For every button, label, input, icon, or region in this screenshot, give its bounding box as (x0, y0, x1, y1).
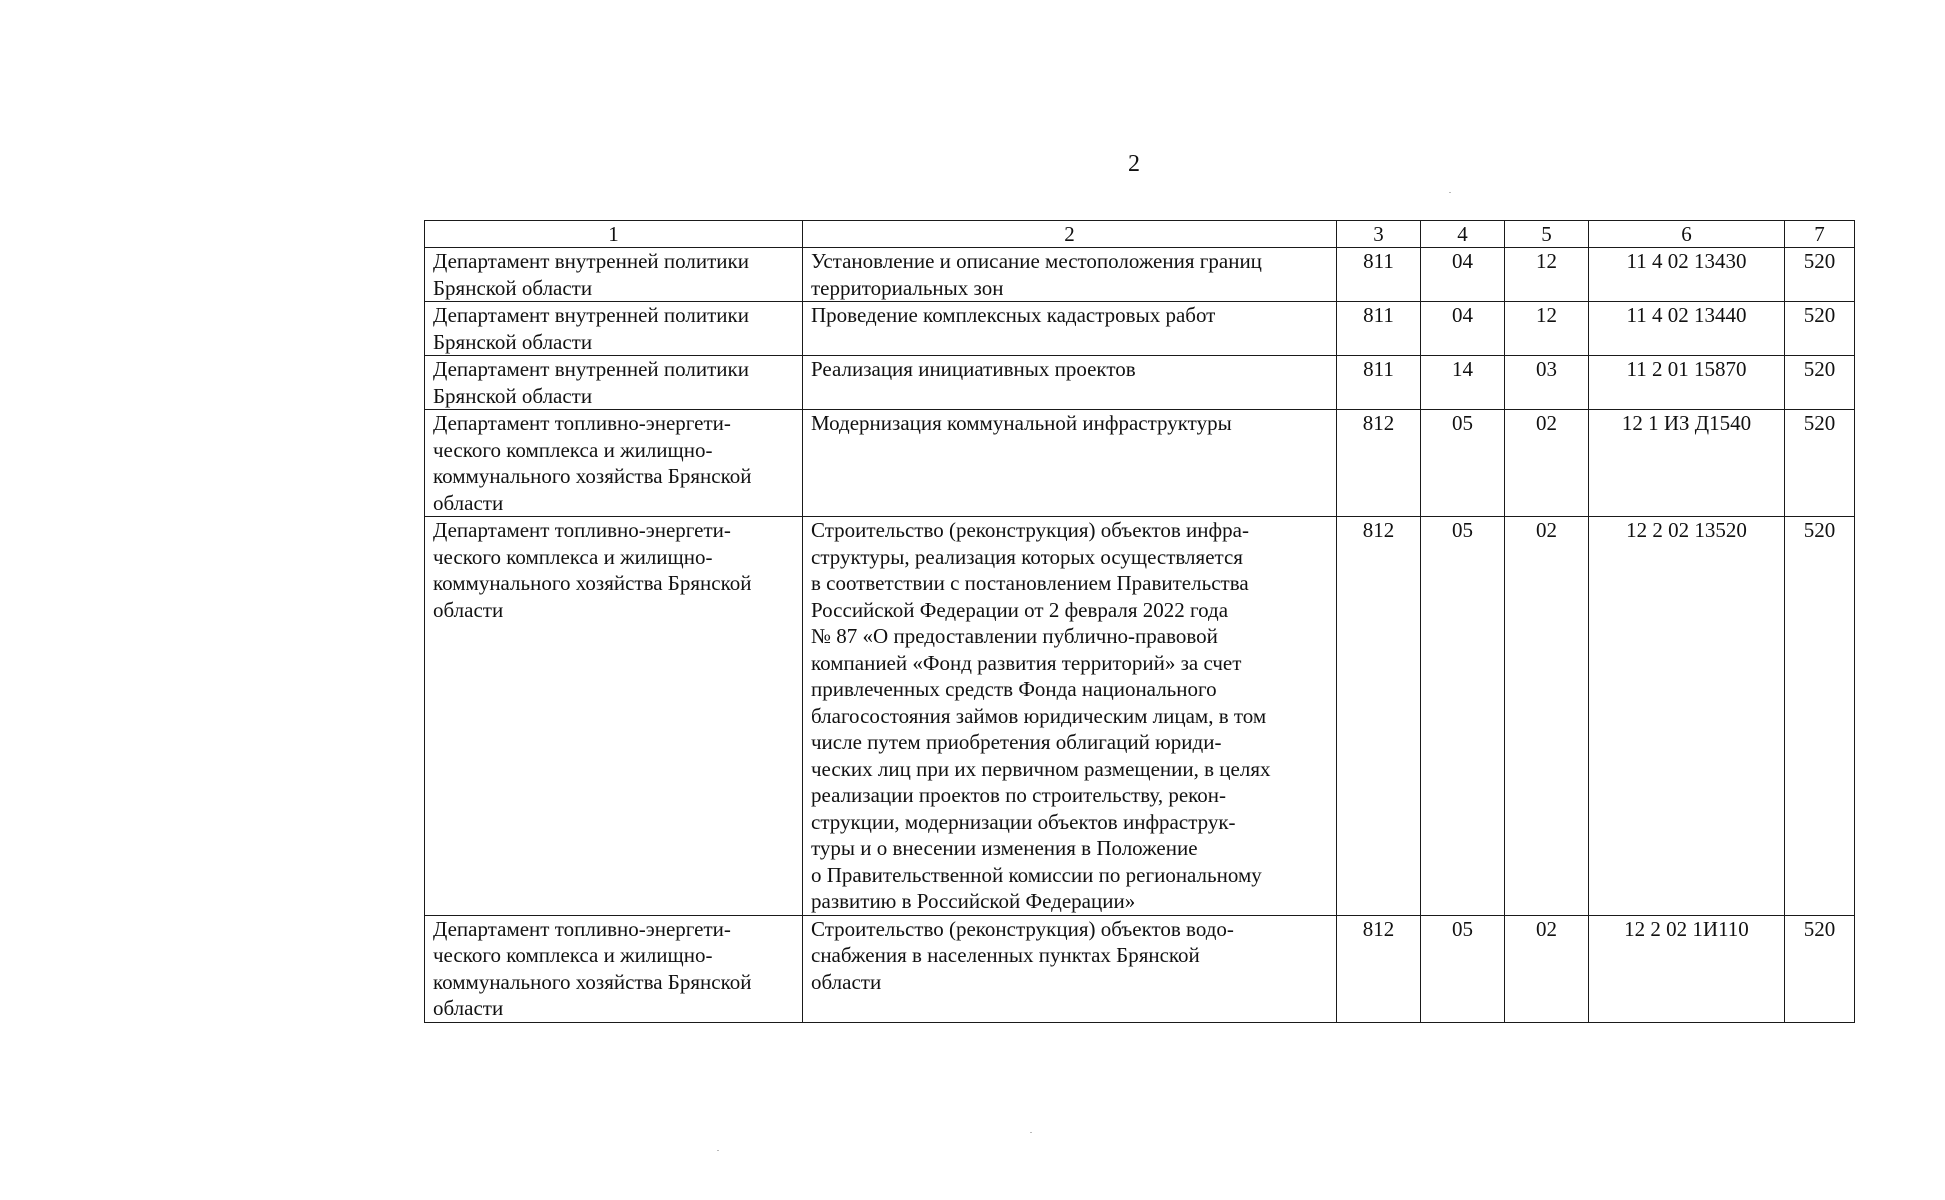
description-line: струкции, модернизации объектов инфраструк- (811, 809, 1236, 834)
code-cell-3: 811 (1337, 248, 1421, 302)
department-cell (425, 410, 803, 517)
code-cell-7: 520 (1785, 915, 1855, 1022)
code-cell-4: 05 (1421, 410, 1505, 517)
description-line: Российской Федерации от 2 февраля 2022 года (811, 597, 1229, 622)
code-cell-3: 812 (1337, 517, 1421, 916)
description-cell (803, 248, 1337, 302)
description-line: снабжения в населенных пунктах Брянской (811, 943, 1200, 967)
description-cell (803, 410, 1337, 517)
code-cell-4: 05 (1421, 517, 1505, 916)
description-line: территориальных зон (811, 275, 1004, 300)
department-line: коммунального хозяйства Брянской (433, 969, 752, 994)
department-line: Департамент внутренней политики (433, 249, 749, 273)
code-cell-6: 12 1 ИЗ Д1540 (1589, 410, 1785, 517)
scan-speck (1030, 1132, 1032, 1133)
department-line: Брянской области (433, 329, 593, 354)
department-line: области (433, 490, 504, 515)
description-line: Строительство (реконструкция) объектов инфра- (811, 518, 1249, 542)
department-line: Департамент внутренней политики (433, 303, 749, 327)
code-cell-6: 11 4 02 13430 (1589, 248, 1785, 302)
code-cell-5: 03 (1505, 356, 1589, 410)
description-line: № 87 «О предоставлении публично-правовой (811, 624, 1218, 648)
scan-speck (717, 1150, 719, 1151)
department-cell (425, 302, 803, 356)
description-line: развитию в Российской Федерации» (811, 889, 1136, 913)
department-line: коммунального хозяйства Брянской (433, 571, 752, 595)
department-line: Департамент топливно-энергети- (433, 411, 731, 435)
code-cell-7: 520 (1785, 356, 1855, 410)
description-line: числе путем приобретения облигаций юриди- (811, 730, 1222, 754)
code-cell-4: 04 (1421, 302, 1505, 356)
department-line: Департамент топливно-энергети- (433, 518, 731, 542)
description-line: Строительство (реконструкция) объектов водо- (811, 916, 1234, 941)
header-cell-1: 1 (425, 221, 803, 248)
table-body (425, 248, 1855, 1023)
code-cell-7: 520 (1785, 410, 1855, 517)
table-row (425, 410, 1855, 517)
code-cell-7: 520 (1785, 302, 1855, 356)
header-cell-5: 5 (1505, 221, 1589, 248)
code-cell-6: 11 4 02 13440 (1589, 302, 1785, 356)
code-cell-5: 02 (1505, 915, 1589, 1022)
description-line: благосостояния займов юридическим лицам, в том (811, 703, 1267, 728)
header-cell-3: 3 (1337, 221, 1421, 248)
department-cell (425, 517, 803, 916)
department-line: области (433, 597, 504, 622)
department-line: области (433, 996, 504, 1020)
department-cell (425, 915, 803, 1022)
table-row (425, 248, 1855, 302)
code-cell-7: 520 (1785, 248, 1855, 302)
description-line: Реализация инициативных проектов (811, 357, 1136, 381)
description-cell (803, 302, 1337, 356)
description-line: о Правительственной комиссии по региональному (811, 862, 1262, 887)
department-line: Департамент топливно-энергети- (433, 916, 731, 941)
department-line: ческого комплекса и жилищно- (433, 437, 713, 462)
table-row (425, 517, 1855, 916)
header-cell-2: 2 (803, 221, 1337, 248)
department-cell (425, 248, 803, 302)
code-cell-3: 812 (1337, 410, 1421, 517)
code-cell-5: 02 (1505, 517, 1589, 916)
description-line: Модернизация коммунальной инфраструктуры (811, 411, 1232, 435)
code-cell-6: 12 2 02 13520 (1589, 517, 1785, 916)
description-line: в соответствии с постановлением Правительства (811, 571, 1249, 595)
department-cell (425, 356, 803, 410)
description-cell (803, 517, 1337, 916)
table-row (425, 356, 1855, 410)
code-cell-4: 14 (1421, 356, 1505, 410)
department-line: ческого комплекса и жилищно- (433, 943, 713, 967)
page-number: 2 (1128, 151, 1140, 177)
department-line: Брянской области (433, 383, 593, 408)
code-cell-5: 02 (1505, 410, 1589, 517)
description-line: Проведение комплексных кадастровых работ (811, 303, 1216, 327)
description-line: компанией «Фонд развития территорий» за счет (811, 650, 1242, 675)
code-cell-3: 811 (1337, 302, 1421, 356)
scan-speck (1449, 192, 1451, 193)
description-line: туры и о внесении изменения в Положение (811, 836, 1198, 860)
code-cell-5: 12 (1505, 248, 1589, 302)
code-cell-6: 12 2 02 1И110 (1589, 915, 1785, 1022)
header-row (425, 221, 1855, 248)
header-cell-6: 6 (1589, 221, 1785, 248)
code-cell-4: 05 (1421, 915, 1505, 1022)
code-cell-5: 12 (1505, 302, 1589, 356)
department-line: Департамент внутренней политики (433, 357, 749, 381)
table-row (425, 302, 1855, 356)
budget-allocation-table (424, 220, 1855, 1023)
code-cell-7: 520 (1785, 517, 1855, 916)
description-cell (803, 915, 1337, 1022)
description-line: структуры, реализация которых осуществляется (811, 544, 1243, 569)
header-cell-4: 4 (1421, 221, 1505, 248)
description-line: привлеченных средств Фонда национального (811, 677, 1217, 701)
table-row (425, 915, 1855, 1022)
description-cell (803, 356, 1337, 410)
code-cell-4: 04 (1421, 248, 1505, 302)
department-line: Брянской области (433, 275, 593, 300)
header-cell-7: 7 (1785, 221, 1855, 248)
description-line: ческих лиц при их первичном размещении, в целях (811, 756, 1271, 781)
department-line: коммунального хозяйства Брянской (433, 464, 752, 488)
code-cell-6: 11 2 01 15870 (1589, 356, 1785, 410)
description-line: реализации проектов по строительству, рекон- (811, 783, 1227, 807)
code-cell-3: 812 (1337, 915, 1421, 1022)
code-cell-3: 811 (1337, 356, 1421, 410)
description-line: Установление и описание местоположения границ (811, 249, 1262, 273)
description-line: области (811, 969, 882, 994)
department-line: ческого комплекса и жилищно- (433, 544, 713, 569)
table-header (425, 221, 1855, 248)
